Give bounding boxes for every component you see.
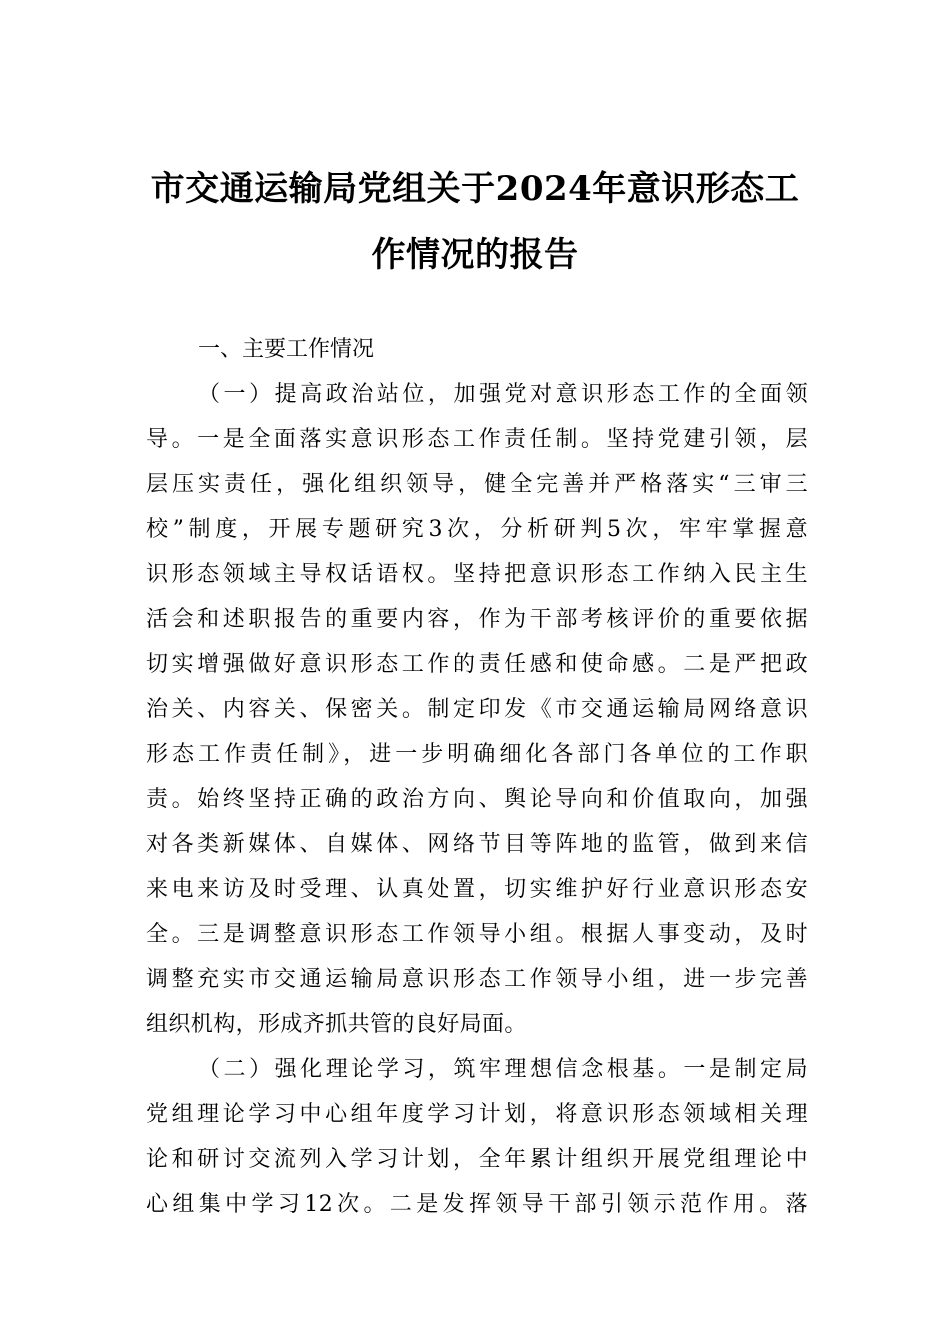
paragraph-2-first-line bbox=[146, 1047, 808, 1092]
paragraph-line: 论和研讨交流列入学习计划，全年累计组织开展党组理论中 bbox=[146, 1147, 808, 1172]
paragraph-2-lead: （二）强化理论学习，筑牢理想信念根基。 bbox=[198, 1057, 684, 1082]
paragraph-1-lead: （一）提高政治站位，加强党对意识形态工作的全面领 bbox=[198, 382, 808, 407]
paragraph-line: 党组理论学习中心组年度学习计划，将意识形态领域相关理 bbox=[146, 1102, 808, 1127]
paragraph-line: 治关、内容关、保密关。制定印发《市交通运输局网络意识 bbox=[146, 697, 808, 722]
paragraph-1 bbox=[146, 372, 808, 1047]
paragraph-line: 导。一是全面落实意识形态工作责任制。坚持党建引领，层 bbox=[146, 427, 808, 452]
paragraph-line: 对各类新媒体、自媒体、网络节目等阵地的监管，做到来信 bbox=[146, 832, 808, 857]
report-body bbox=[146, 327, 808, 1227]
paragraph-line: 全。三是调整意识形态工作领导小组。根据人事变动，及时 bbox=[146, 922, 808, 947]
paragraph-line: 活会和述职报告的重要内容，作为干部考核评价的重要依据 bbox=[146, 607, 808, 632]
paragraph-line: 调整充实市交通运输局意识形态工作领导小组，进一步完善 bbox=[146, 967, 808, 992]
paragraph-line: 切实增强做好意识形态工作的责任感和使命感。二是严把政 bbox=[146, 652, 808, 677]
title-line-2: 作情况的报告 bbox=[371, 235, 579, 275]
paragraph-line: 来电来访及时受理、认真处置，切实维护好行业意识形态安 bbox=[146, 877, 808, 902]
report-title bbox=[143, 156, 807, 288]
paragraph-line: 责。始终坚持正确的政治方向、舆论导向和价值取向，加强 bbox=[146, 787, 808, 812]
paragraph-line: 校”制度，开展专题研究3次，分析研判5次，牢牢掌握意 bbox=[146, 517, 808, 542]
section-heading: 一、主要工作情况 bbox=[198, 337, 375, 362]
paragraph-line: 层压实责任，强化组织领导，健全完善并严格落实“三审三 bbox=[146, 472, 808, 497]
paragraph-line: 心组集中学习12次。二是发挥领导干部引领示范作用。落 bbox=[146, 1192, 808, 1217]
title-line-1: 市交通运输局党组关于2024年意识形态工 bbox=[150, 169, 800, 209]
paragraph-2 bbox=[146, 1047, 808, 1227]
paragraph-2-lead-rest: 一是制定局 bbox=[683, 1057, 808, 1082]
paragraph-line: 形态工作责任制》，进一步明确细化各部门各单位的工作职 bbox=[146, 742, 808, 767]
paragraph-line: 组织机构，形成齐抓共管的良好局面。 bbox=[146, 1012, 527, 1037]
paragraph-line: 识形态领域主导权话语权。坚持把意识形态工作纳入民主生 bbox=[146, 562, 808, 587]
